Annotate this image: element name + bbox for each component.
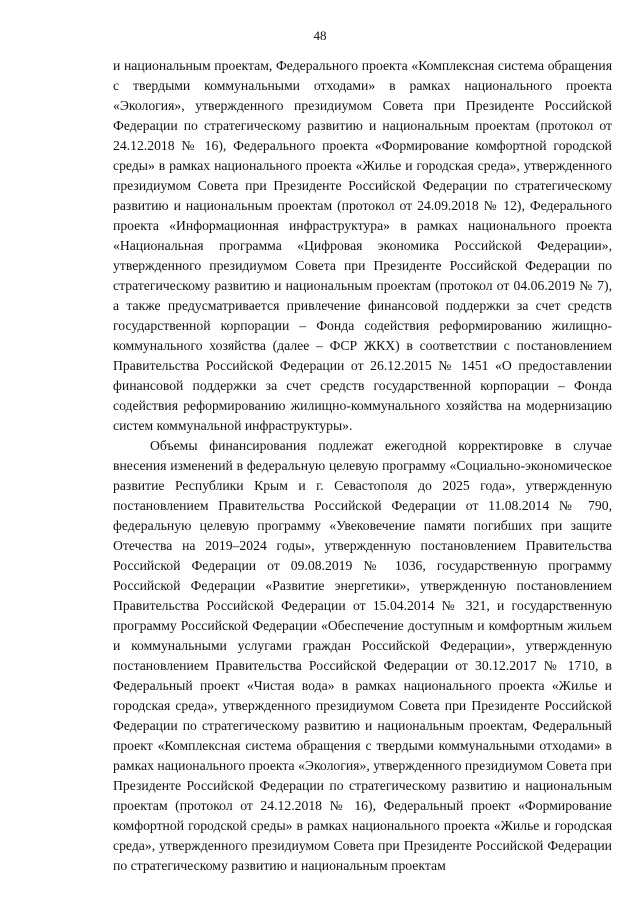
paragraph-funding-volumes: Объемы финансирования подлежат ежегодной корректировке в случае внесения изменений в федеральную целевую программу «Социально-экономическое развитие Республики Крым и г. Севастополя до 2025 года», утвержденную постановлением Правительства Российской Федерации от 11.08.2014 № 790, федеральную целевую программу «Увековечение памяти погибших при защите Отечества на 2019–2024 годы», утвержденную постановлением Правительства Российской Федерации от 09.08.2019 № 1036, государственную программу Российской Федерации «Развитие энергетики», утвержденную постановлением Правительства Российской Федерации от 15.04.2014 № 321, и государственную программу Российской Федерации «Обеспечение доступным и комфортным жильем и коммунальными услугами граждан Российской Федерации», утвержденную постановлением Правительства Российской Федерации от 30.12.2017 № 1710, в Федеральный проект «Чистая вода» в рамках национального проекта «Жилье и городская среда», утвержденного президиумом Совета при Президенте Российской Федерации по стратегическому развитию и национальным проектам, Федеральный проект «Комплексная система обращения с твердыми коммунальными отходами» в рамках национального проекта «Экология», утвержденного президиумом Совета при Президенте Российской Федерации по стратегическому развитию и национальным проектам (протокол от 24.12.2018 № 16), Федеральный проект «Формирование комфортной городской среды» в рамках национального проекта «Жилье и городская среда», утвержденного президиумом Совета при Президенте Российской Федерации по стратегическому развитию и национальным проектам: [113, 438, 612, 873]
document-body: [113, 56, 612, 876]
page-number: 48: [313, 28, 327, 43]
paragraph-continuation: и национальным проектам, Федерального проекта «Комплексная система обращения с твердыми коммунальными отходами» в рамках национального проекта «Экология», утвержденного президиумом Совета при Президенте Российской Федерации по стратегическому развитию и национальным проектам (протокол от 24.12.2018 № 16), Федерального проекта «Формирование комфортной городской среды» в рамках национального проекта «Жилье и городская среда», утвержденного президиумом Совета при Президенте Российской Федерации по стратегическому развитию и национальным проектам (протокол от 24.09.2018 № 12), Федерального проекта «Информационная инфраструктура» в рамках национального проекта «Национальная программа «Цифровая экономика Российской Федерации», утвержденного президиумом Совета при Президенте Российской Федерации по стратегическому развитию и национальным проектам (протокол от 04.06.2019 № 7), а также предусматривается привлечение финансовой поддержки за счет средств государственной корпорации – Фонда содействия реформированию жилищно-коммунального хозяйства (далее – ФСР ЖКХ) в соответствии с постановлением Правительства Российской Федерации от 26.12.2015 № 1451 «О предоставлении финансовой поддержки за счет средств государственной корпорации – Фонда содействия реформированию жилищно-коммунального хозяйства на модернизацию систем коммунальной инфраструктуры».: [113, 58, 612, 433]
